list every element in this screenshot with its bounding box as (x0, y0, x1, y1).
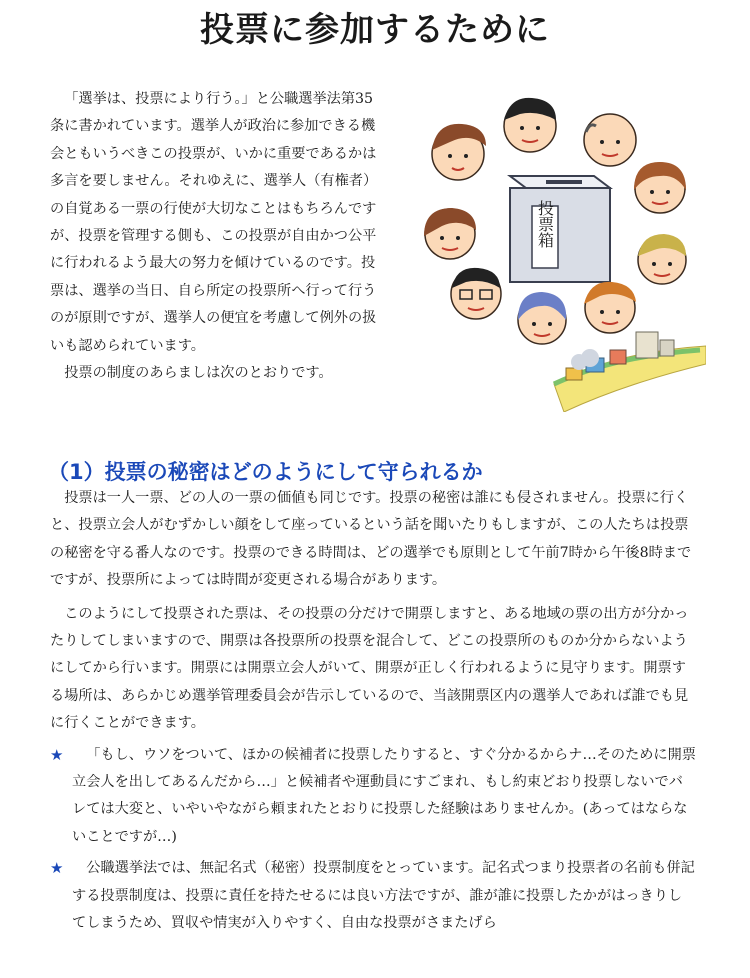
star-note-text: 「もし、ウソをついて、ほかの候補者に投票したりすると、すぐ分かるからナ…そのために開票立会人を出してあるんだから…」と候補者や運動員にすごまれ、もし約束どおり投票しないでバレては大変と、いやいやながら頼まれたとおりに投票した経験はありませんか。(あってはならないことですが…) (72, 746, 696, 845)
intro-text (50, 86, 386, 387)
body-paragraph: このようにして投票された票は、その投票の分だけで開票しますと、ある地域の票の出方が分かったりしてしまいますので、開票は各投票所の投票を混合して、どこの投票所のものか分からないようにしてから行います。開票には開票立会人がいて、開票が正しく行われるように見守ります。開票する場所は、あらかじめ選挙管理委員会が告示しているので、当該開票区内の選挙人であれば誰でも見に行くことができます。 (50, 605, 689, 732)
face-icon (584, 114, 636, 166)
ballot-illustration (414, 84, 706, 412)
face-icon (424, 208, 476, 259)
town-illustration (554, 332, 706, 412)
ballot-box-label: 投票箱 (535, 200, 555, 248)
face-icon (451, 268, 501, 319)
face-icon (638, 234, 686, 284)
intro-paragraph: 「選挙は、投票により行う。」と公職選挙法第35条に書かれています。選挙人が政治に参加できる機会ともいうべきこの投票が、いかに重要であるかは多言を要しません。それゆえに、選挙人（有権者）の自覚ある一票の行使が大切なことはもちろんですが、投票を管理する側も、この投票が自由かつ公平に行われるよう最大の努力を傾けているのです。投票は、選挙の当日、自ら所定の投票所へ行って行うのが原則ですが、選挙人の便宜を考慮して例外の扱いも認められています。 (50, 91, 378, 354)
face-icon (634, 162, 686, 213)
intro-paragraph: 投票の制度のあらましは次のとおりです。 (64, 365, 333, 382)
ballot-box (510, 176, 610, 282)
face-icon (432, 124, 486, 180)
star-icon: ★ (50, 859, 64, 878)
face-icon (518, 292, 566, 344)
section-heading: （1）投票の秘密はどのようにして守られるか (48, 460, 483, 484)
page-title: 投票に参加するために (200, 10, 550, 50)
star-note (50, 742, 696, 852)
section-body (50, 485, 696, 938)
star-note (50, 855, 696, 937)
face-icon (504, 98, 556, 152)
star-icon: ★ (50, 745, 64, 764)
body-paragraph: 投票は一人一票、どの人の一票の価値も同じです。投票の秘密は誰にも侵されません。投票に行くと、投票立会人がむずかしい顔をして座っているという話を聞いたりもしますが、この人たちは投票の秘密を守る番人なのです。投票のできる時間は、どの選挙でも原則として午前7時から午後8時までですが、投票所によっては時間が変更される場合があります。 (50, 490, 692, 589)
face-icon (584, 282, 636, 333)
star-note-text: 公職選挙法では、無記名式（秘密）投票制度をとっています。記名式つまり投票者の名前も併記する投票制度は、投票に責任を持たせるには良い方法ですが、誰が誰に投票したかがはっきりしてしまうため、買収や情実が入りやすく、自由な投票がさまたげら (72, 860, 695, 932)
